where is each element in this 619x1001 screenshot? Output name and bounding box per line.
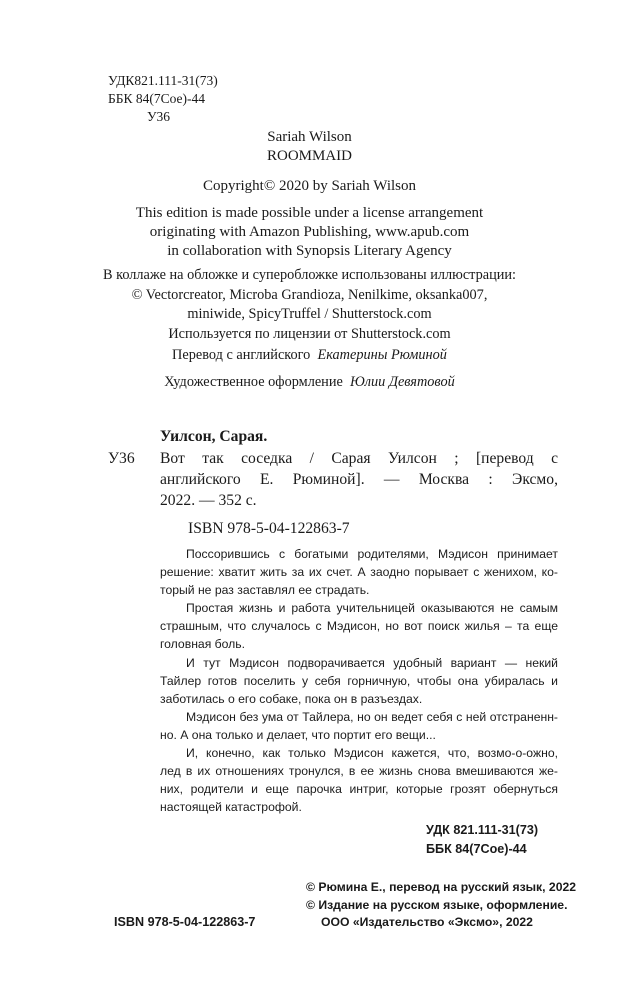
footer-copyright-line: © Издание на русском языке, оформление.	[306, 898, 568, 912]
illustrations-line: miniwide, SpicyTruffel / Shutterstock.com	[187, 306, 432, 322]
design-label: Художественное оформление	[164, 374, 343, 390]
original-copyright: Copyright© 2020 by Sariah Wilson	[202, 178, 416, 194]
illustrations-line: В коллаже на обложке и суперобложке использованы иллюстрации:	[102, 267, 517, 283]
annotation-line: заботилась о его собаке, пока он в разъездах.	[160, 691, 423, 706]
annotation-line: но. А она только и делает, что портит его вещи...	[160, 727, 436, 742]
bib-record	[160, 448, 558, 511]
designer-name: Юлии Девятовой	[349, 374, 455, 390]
bib-line: 2022. — 352 с.	[160, 492, 257, 509]
translator-name: Екатерины Рюминой	[317, 347, 447, 363]
translation-credit	[0, 346, 619, 366]
footer-isbn: ISBN 978-5-04-122863-7	[114, 915, 256, 929]
design-credit	[0, 373, 619, 393]
bib-mark: У36	[108, 450, 135, 467]
illustrations-line: © Vectorcreator, Microba Grandioza, Nenilkime, oksanka007,	[131, 286, 488, 303]
translation-label: Перевод с английского	[172, 347, 311, 363]
bib-isbn: ISBN 978-5-04-122863-7	[188, 520, 350, 537]
annotation-line: настоящей катастрофой.	[160, 800, 302, 815]
annotation-line: страшным, что случалось с Мэдисон, но вот поиск жилья – та еще	[160, 619, 558, 634]
header-udk: УДК821.111-31(73)	[108, 73, 218, 88]
footer-copyright-line: ООО «Издательство «Эксмо», 2022	[321, 915, 533, 929]
illustrations-block	[0, 266, 619, 344]
classification-udk: УДК 821.111-31(73)	[426, 823, 539, 837]
original-title: ROOMMAID	[266, 148, 352, 164]
annotation	[160, 545, 558, 816]
annotation-line: И тут Мэдисон подворачивается удобный вариант — некий	[186, 655, 558, 670]
annotation-line: лед в их отношениях тронулся, в ее жизнь снова вмешиваются же-	[160, 764, 558, 779]
annotation-line: И, конечно, как только Мэдисон кажется, что, возмо-о-ожно,	[186, 746, 558, 761]
header-author-mark: У36	[147, 109, 171, 124]
bib-heading: Уилсон, Сарая.	[160, 428, 268, 445]
license-line: This edition is made possible under a license arrangement	[135, 205, 484, 221]
bib-line: английского Е. Рюминой]. — Москва : Эксмо,	[160, 471, 558, 488]
annotation-line: Тайлер готов поселить у себя горничную, чтобы она убиралась и	[160, 673, 558, 688]
annotation-line: Поссорившись с богатыми родителями, Мэдисон принимает	[186, 547, 558, 561]
bib-line: Вот так соседка / Сарая Уилсон ; [перевод с	[160, 450, 558, 467]
annotation-line: торый не раз заставлял ее страдать.	[160, 583, 370, 598]
annotation-line: Простая жизнь и работа учительницей оказываются не самым	[186, 601, 558, 616]
license-line: originating with Amazon Publishing, www.apub.com	[149, 224, 470, 240]
license-block	[0, 204, 619, 261]
header-bbk: ББК 84(7Сое)-44	[108, 91, 206, 106]
classification-bbk: ББК 84(7Сое)-44	[426, 842, 527, 856]
license-line: in collaboration with Synopsis Literary Agency	[167, 243, 452, 259]
annotation-line: Мэдисон без ума от Тайлера, но он ведет себя с ней отстраненн-	[186, 709, 558, 724]
footer-copyright-line: © Рюмина Е., перевод на русский язык, 2022	[306, 880, 577, 894]
illustrations-line: Используется по лицензии от Shutterstock.com	[168, 325, 451, 342]
annotation-line: головная боль.	[160, 637, 246, 652]
annotation-line: них, родители и еще парочка интриг, которые грозят обернуться	[160, 782, 558, 797]
original-author: Sariah Wilson	[267, 129, 352, 145]
annotation-line: решение: хватит жить за их счет. А заодно порывает с женихом, ко-	[160, 565, 558, 580]
